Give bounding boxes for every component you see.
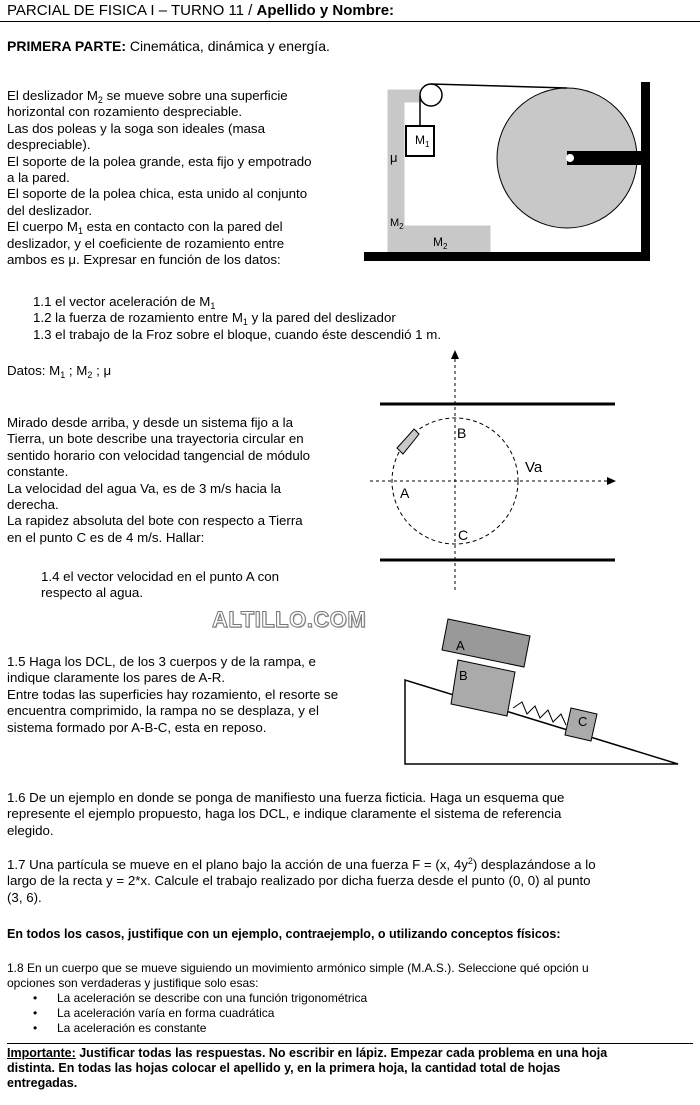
justify-instruction: En todos los casos, justifique con un ejemplo, contraejemplo, o utilizando conceptos físicos:	[7, 927, 561, 941]
watermark: ALTILLO.COM	[212, 607, 367, 632]
q18-line: 1.8 En un cuerpo que se mueve siguiendo un movimiento armónico simple (M.A.S.). Seleccione qué opción u	[7, 961, 589, 975]
ramp-figure	[400, 612, 690, 767]
ramp	[405, 680, 678, 764]
p2-line: derecha.	[7, 497, 59, 513]
name-label: Apellido y Nombre:	[256, 2, 395, 19]
part-topics: Cinemática, dinámica y energía.	[126, 38, 330, 54]
water-velocity-label: Va	[525, 459, 543, 476]
p2-line: La velocidad del agua Va, es de 3 m/s hacia la	[7, 480, 281, 496]
question-1-6	[7, 790, 697, 839]
p2-line: sentido horario con velocidad tangencial de módulo	[7, 447, 311, 463]
q16-line: 1.6 De un ejemplo en donde se ponga de manifiesto una fuerza ficticia. Haga un esquema que	[7, 790, 565, 805]
p1-line: a la pared.	[7, 170, 70, 186]
point-b-label: B	[457, 425, 467, 441]
p1-line: despreciable).	[7, 137, 91, 153]
wall	[641, 82, 650, 260]
p2-line: Mirado desde arriba, y desde un sistema fijo a la	[7, 415, 294, 430]
part-label: PRIMERA PARTE:	[7, 38, 126, 54]
pulley-axle	[566, 154, 574, 162]
q18-option: • La aceleración es constante	[57, 1021, 697, 1036]
floor	[364, 252, 650, 261]
header-rule	[0, 21, 700, 22]
q16-line: represente el ejemplo propuesto, haga los DCL, e indique claramente el sistema de referencia	[7, 806, 562, 822]
important-line: distinta. En todas las hojas colocar el apellido y, en la primera hoja, la cantidad total de hojas	[7, 1061, 561, 1075]
important-note	[7, 1046, 697, 1091]
pulley-support	[567, 151, 642, 165]
m1-label: $M_1$	[415, 133, 430, 149]
m2-side-label: $M_2$	[390, 217, 404, 231]
question-1-4	[41, 569, 279, 602]
important-label: Importante:	[7, 1046, 76, 1060]
mu-label: μ	[390, 150, 398, 165]
p3-line: indique claramente los pares de A-R.	[7, 670, 226, 686]
rope-top	[431, 84, 567, 88]
slider-pulley-figure	[360, 80, 690, 270]
q17-line: (3, 6).	[7, 889, 42, 905]
datos-line: Datos: $M_1$ ; $M_2$ ; μ	[7, 363, 112, 380]
question-1-2: 1.2 la fuerza de rozamiento entre $M_1$ y la pared del deslizador	[33, 310, 396, 328]
block-b-label: B	[459, 668, 468, 683]
part-heading	[7, 38, 330, 54]
boat-icon	[397, 429, 419, 454]
q17-line: 1.7 Una partícula se mueve en el plano bajo la acción de una fuerza F = (x, $4y^2$) desplazándose a lo	[7, 856, 596, 872]
p1-line: del deslizador.	[7, 202, 93, 218]
footer-rule	[7, 1043, 693, 1044]
block-a-label: A	[456, 638, 465, 653]
q16-line: elegido.	[7, 822, 54, 838]
point-c-label: C	[458, 527, 469, 543]
p1-line: El soporte de la polea chica, esta unido al conjunto	[7, 186, 308, 202]
q18-option: • La aceleración se describe con una función trigonométrica	[57, 991, 697, 1006]
p1-line: El cuerpo $M_1$ esta en contacto con la pared del	[7, 219, 283, 237]
p1-line: El deslizador $M_2$ se mueve sobre una superficie	[7, 88, 288, 105]
p2-line: constante.	[7, 464, 69, 480]
question-1-3: 1.3 el trabajo de la Froz sobre el bloque, cuando éste descendió 1 m.	[33, 326, 442, 342]
exam-title: PARCIAL DE FISICA I – TURNO 11 /	[7, 2, 257, 19]
point-a-label: A	[400, 485, 410, 501]
question-1-4-line: 1.4 el vector velocidad en el punto A con	[41, 569, 280, 584]
m2-bottom-label: $M_2$	[433, 235, 448, 251]
p1-line: deslizador, y el coeficiente de rozamiento entre	[7, 235, 285, 251]
p1-line: horizontal con rozamiento despreciable.	[7, 104, 243, 120]
p1-line: Las dos poleas y la soga son ideales (masa	[7, 120, 265, 136]
p3-line: 1.5 Haga los DCL, de los 3 cuerpos y de la rampa, e	[7, 654, 316, 669]
p3-line: sistema formado por A-B-C, esta en reposo.	[7, 719, 267, 735]
p1-line: El soporte de la polea grande, esta fijo y empotrado	[7, 153, 312, 169]
q18-options	[7, 991, 697, 1036]
block-c-label: C	[578, 714, 588, 729]
important-line: Importante: Justificar todas las respuestas. No escribir en lápiz. Empezar cada problema en una hoja	[7, 1046, 608, 1060]
question-1-1: 1.1 el vector aceleración de $M_1$	[33, 294, 216, 311]
small-pulley	[420, 84, 442, 106]
p2-line: Tierra, un bote describe una trayectoria circular en	[7, 431, 304, 447]
p2-line: en el punto C es de 4 m/s. Hallar:	[7, 529, 205, 545]
boat-circle-figure	[370, 345, 690, 595]
problem-2-text	[7, 415, 377, 546]
p2-line: La rapidez absoluta del bote con respecto a Tierra	[7, 513, 303, 529]
q18-line: opciones son verdaderas y justifique solo esas:	[7, 976, 259, 990]
question-1-4-line: respecto al agua.	[41, 585, 144, 601]
vertical-arrow-head	[451, 350, 459, 359]
page-title	[7, 2, 394, 19]
important-line: entregadas.	[7, 1076, 78, 1090]
question-1-8	[7, 961, 697, 1036]
q17-line: largo de la recta y = 2*x. Calcule el trabajo realizado por dicha fuerza desde el punto (0, 0) al punto	[7, 873, 591, 889]
questions-1	[33, 294, 441, 343]
question-1-7	[7, 857, 697, 906]
q18-option: • La aceleración varía en forma cuadrática	[57, 1006, 697, 1021]
p3-line: Entre todas las superficies hay rozamiento, el resorte se	[7, 686, 339, 702]
p3-line: encuentra comprimido, la rampa no se desplaza, y el	[7, 703, 319, 719]
p1-line: ambos es μ. Expresar en función de los datos:	[7, 252, 281, 268]
problem-1-text	[7, 88, 367, 268]
horizontal-arrow-head	[607, 477, 616, 485]
problem-1-5-text	[7, 654, 387, 736]
